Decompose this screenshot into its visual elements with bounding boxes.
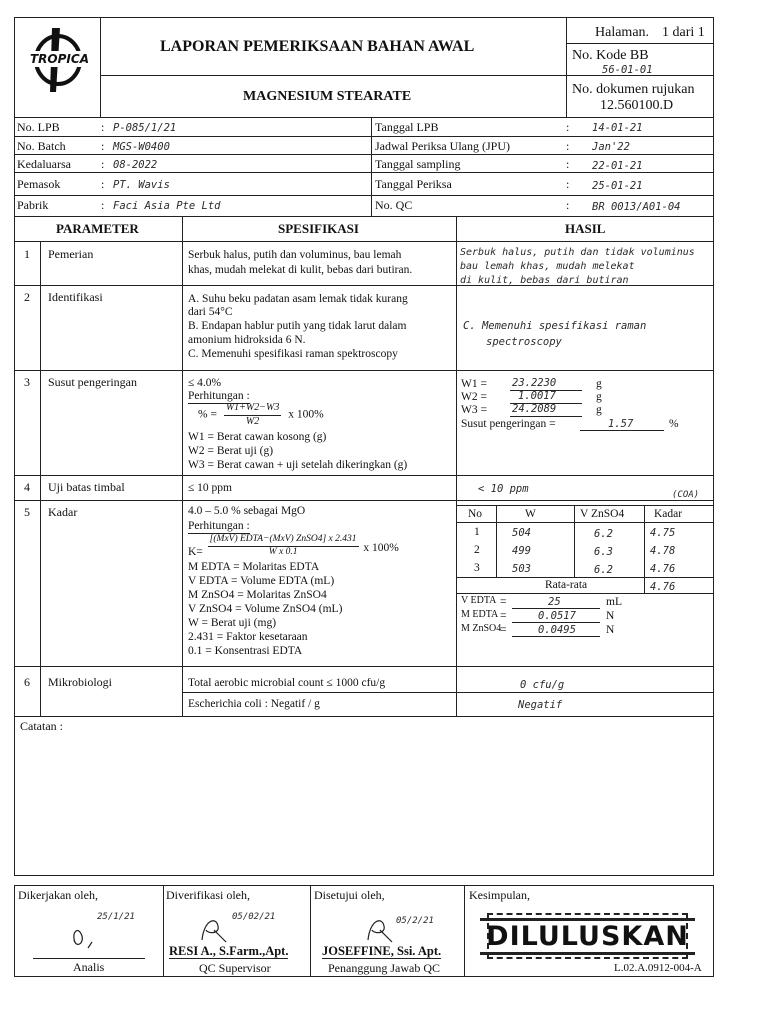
hasil-susut-unit: % [669,418,679,430]
hasil-identifikasi-line2: spectroscopy [486,336,562,348]
hasil-w2-value: 1.0017 [518,390,556,402]
info-value-tanggal-lpb: 14-01-21 [592,122,643,134]
header-hasil: HASIL [565,221,606,236]
spec-kadar-def-1: M EDTA = Molaritas EDTA [188,561,320,573]
spec-kadar-def-7: 0.1 = Konsentrasi EDTA [188,645,303,657]
spec-susut-limit: ≤ 4.0% [188,377,222,389]
row-number: 1 [24,247,30,261]
spec-kadar: 4.0 – 5.0 % sebagai MgO [188,505,306,517]
spec-susut-w3: W3 = Berat cawan + uji setelah dikeringkan (g) [188,459,408,471]
hasil-w3-value: 24.2089 [512,403,557,415]
kesimpulan-label: Kesimpulan, [469,888,530,902]
hasil-w2-label: W2 = [461,391,487,403]
hasil-pemerian-line1: Serbuk halus, putih dan tidak voluminus [460,247,695,258]
medta-value: 0.0517 [538,610,576,622]
approval-stamp: DILULUSKAN [487,913,688,959]
param-mikrobiologi: Mikrobiologi [48,675,113,689]
param-pemerian: Pemerian [48,247,94,261]
kadar-row-2-v: 6.3 [594,546,613,558]
mzn-value: 0.0495 [538,624,576,636]
info-label-batch: No. Batch [17,139,66,153]
kadar-row-3-w: 503 [512,563,531,575]
catatan-label: Catatan : [20,719,63,733]
spec-timbal: ≤ 10 ppm [188,482,233,494]
kadar-row-3-kadar: 4.76 [650,563,676,575]
colon: : [566,198,570,212]
hasil-w1-label: W1 = [461,378,487,390]
colon: : [101,139,105,153]
kadar-row-3-v: 6.2 [594,564,613,576]
spec-mikro-tamc: Total aerobic microbial count ≤ 1000 cfu/g [188,677,386,689]
disetujui-label: Disetujui oleh, [314,888,385,902]
spec-identifikasi-b2: amonium hidroksida 6 N. [188,334,306,346]
param-timbal: Uji batas timbal [48,480,125,494]
spec-identifikasi-c: C. Memenuhi spesifikasi raman spektroscopy [188,348,398,360]
row-number: 3 [24,375,30,389]
colon: : [101,177,105,191]
tropica-logo [22,24,94,94]
medta-unit: N [606,610,615,622]
hasil-w1-value: 23.2230 [512,377,557,389]
row-number: 6 [24,675,30,689]
rujukan-value: 12.560100.D [600,98,674,113]
equals: = [500,624,507,636]
colon: : [566,157,570,171]
info-label-lpb: No. LPB [17,120,60,134]
kode-value: 56-01-01 [602,64,653,76]
spec-kadar-def-2: V EDTA = Volume EDTA (mL) [188,575,335,587]
qc-supervisor-role: QC Supervisor [199,961,271,975]
row-number: 4 [24,480,30,494]
hasil-susut-label: Susut pengeringan = [461,418,556,430]
diverifikasi-label: Diverifikasi oleh, [166,888,250,902]
verifier-date: 05/02/21 [232,912,276,922]
param-identifikasi: Identifikasi [48,290,103,304]
kadar-row-2-w: 499 [512,545,531,557]
header-parameter: PARAMETER [56,221,139,236]
verifier-signature [196,910,236,946]
approver-date: 05/2/21 [396,916,434,926]
page-label: Halaman. [595,25,650,40]
hasil-w3-unit: g [596,404,602,416]
kadar-avg-label: Rata-rata [545,579,588,591]
spec-kadar-def-4: V ZnSO4 = Volume ZnSO4 (mL) [188,603,343,615]
spec-kadar-perhitungan: Perhitungan : [188,519,250,534]
spec-susut-formula: % = $\frac{W1+W2-W3}{W2}$ x 100% [198,402,324,427]
info-label-kedaluarsa: Kedaluarsa [17,157,71,171]
info-label-periksa: Tanggal Periksa [375,177,452,191]
kadar-row-1-v: 6.2 [594,528,613,540]
spec-kadar-formula: K= $\frac{\text{[(MxV) EDTA−(MxV) ZnSO4] x 2.431}}{\text{W x 0.1}}$ x 100% [188,534,399,559]
colon: : [566,139,570,153]
analis-date: 25/1/21 [97,912,135,922]
hasil-timbal-note: (COA) [672,490,700,500]
info-value-pemasok: PT. Wavis [113,179,170,191]
info-value-batch: MGS-W0400 [113,141,170,153]
info-label-pemasok: Pemasok [17,177,61,191]
info-label-tanggal-lpb: Tanggal LPB [375,120,439,134]
spec-kadar-def-3: M ZnSO4 = Molaritas ZnSO4 [188,589,327,601]
header-spesifikasi: SPESIFIKASI [278,221,359,236]
kadar-row-1-w: 504 [512,527,531,539]
spec-susut-w2: W2 = Berat uji (g) [188,445,274,457]
kadar-header-w: W [525,508,536,520]
spec-mikro-ecoli: Escherichia coli : Negatif / g [188,698,320,710]
vedta-label: V EDTA [461,595,497,606]
approver-name: JOSEFFINE, Ssi. Apt. [322,944,442,958]
material-name: MAGNESIUM STEARATE [243,89,412,104]
spec-identifikasi-b1: B. Endapan hablur putih yang tidak larut dalam [188,320,407,332]
spec-kadar-def-5: W = Berat uji (mg) [188,617,277,629]
spec-susut-perhitungan: Perhitungan : [188,389,250,404]
equals: = [500,610,507,622]
logo-text: TROPICA [30,52,89,66]
row-number: 5 [24,505,30,519]
hasil-mikro-tamc: 0 cfu/g [520,679,565,691]
spec-identifikasi-a2: dari 54°C [188,306,233,318]
info-value-periksa: 25-01-21 [592,180,643,192]
info-value-lpb: P-085/1/21 [113,122,177,134]
verifier-name: RESI A., S.Farm.,Apt. [169,944,289,958]
spec-susut-w1: W1 = Berat cawan kosong (g) [188,431,327,443]
hasil-identifikasi-line1: C. Memenuhi spesifikasi raman [463,320,647,332]
param-susut: Susut pengeringan [48,375,137,389]
colon: : [101,120,105,134]
kode-label: No. Kode BB [572,48,649,63]
hasil-pemerian-line3: di kulit, bebas dari butiran [460,275,629,286]
spec-pemerian-line1: Serbuk halus, putih dan voluminus, bau lemah [188,249,402,261]
rujukan-label: No. dokumen rujukan [572,82,695,97]
info-label-sampling: Tanggal sampling [375,157,461,171]
info-value-jpu: Jan'22 [592,141,630,153]
hasil-timbal: < 10 ppm [478,483,529,495]
spec-identifikasi-a1: A. Suhu beku padatan asam lemak tidak kurang [188,293,408,305]
mzn-label: M ZnSO4 [461,623,502,634]
dikerjakan-label: Dikerjakan oleh, [18,888,98,902]
kadar-row-3-no: 3 [474,562,480,574]
penanggung-jawab-role: Penanggung Jawab QC [328,961,440,975]
kadar-header-kadar: Kadar [654,508,683,520]
row-number: 2 [24,290,30,304]
kadar-row-1-no: 1 [474,526,480,538]
hasil-susut-value: 1.57 [608,418,634,430]
analis-role: Analis [73,960,105,974]
hasil-pemerian-line2: bau lemah khas, mudah melekat [460,261,635,272]
info-value-qc: BR 0013/A01-04 [592,201,681,213]
kadar-row-2-no: 2 [474,544,480,556]
info-label-qc: No. QC [375,198,413,212]
colon: : [101,198,105,212]
mzn-unit: N [606,624,615,636]
hasil-w3-label: W3 = [461,404,487,416]
info-value-sampling: 22-01-21 [592,160,643,172]
info-value-pabrik: Faci Asia Pte Ltd [113,200,221,212]
spec-kadar-def-6: 2.431 = Faktor kesetaraan [188,631,308,643]
colon: : [566,177,570,191]
page-value: 1 dari 1 [662,25,705,40]
param-kadar: Kadar [48,505,78,519]
info-value-kedaluarsa: 08-2022 [113,159,158,171]
colon: : [566,120,570,134]
kadar-avg-value: 4.76 [650,581,676,593]
medta-label: M EDTA [461,609,499,620]
hasil-w2-unit: g [596,391,602,403]
kadar-header-no: No [468,508,483,520]
kadar-row-2-kadar: 4.78 [650,545,676,557]
kadar-header-v: V ZnSO4 [580,508,625,520]
info-label-pabrik: Pabrik [17,198,49,212]
hasil-mikro-ecoli: Negatif [518,699,563,711]
info-label-jpu: Jadwal Periksa Ulang (JPU) [375,139,510,153]
equals: = [500,596,507,608]
colon: : [101,157,105,171]
kadar-row-1-kadar: 4.75 [650,527,676,539]
hasil-w1-unit: g [596,378,602,390]
document-code: L.02.A.0912-004-A [614,962,702,974]
report-title: LAPORAN PEMERIKSAAN BAHAN AWAL [160,38,475,55]
spec-pemerian-line2: khas, mudah melekat di kulit, bebas dari butiran. [188,264,413,276]
vedta-value: 25 [548,596,561,608]
vedta-unit: mL [606,596,622,608]
